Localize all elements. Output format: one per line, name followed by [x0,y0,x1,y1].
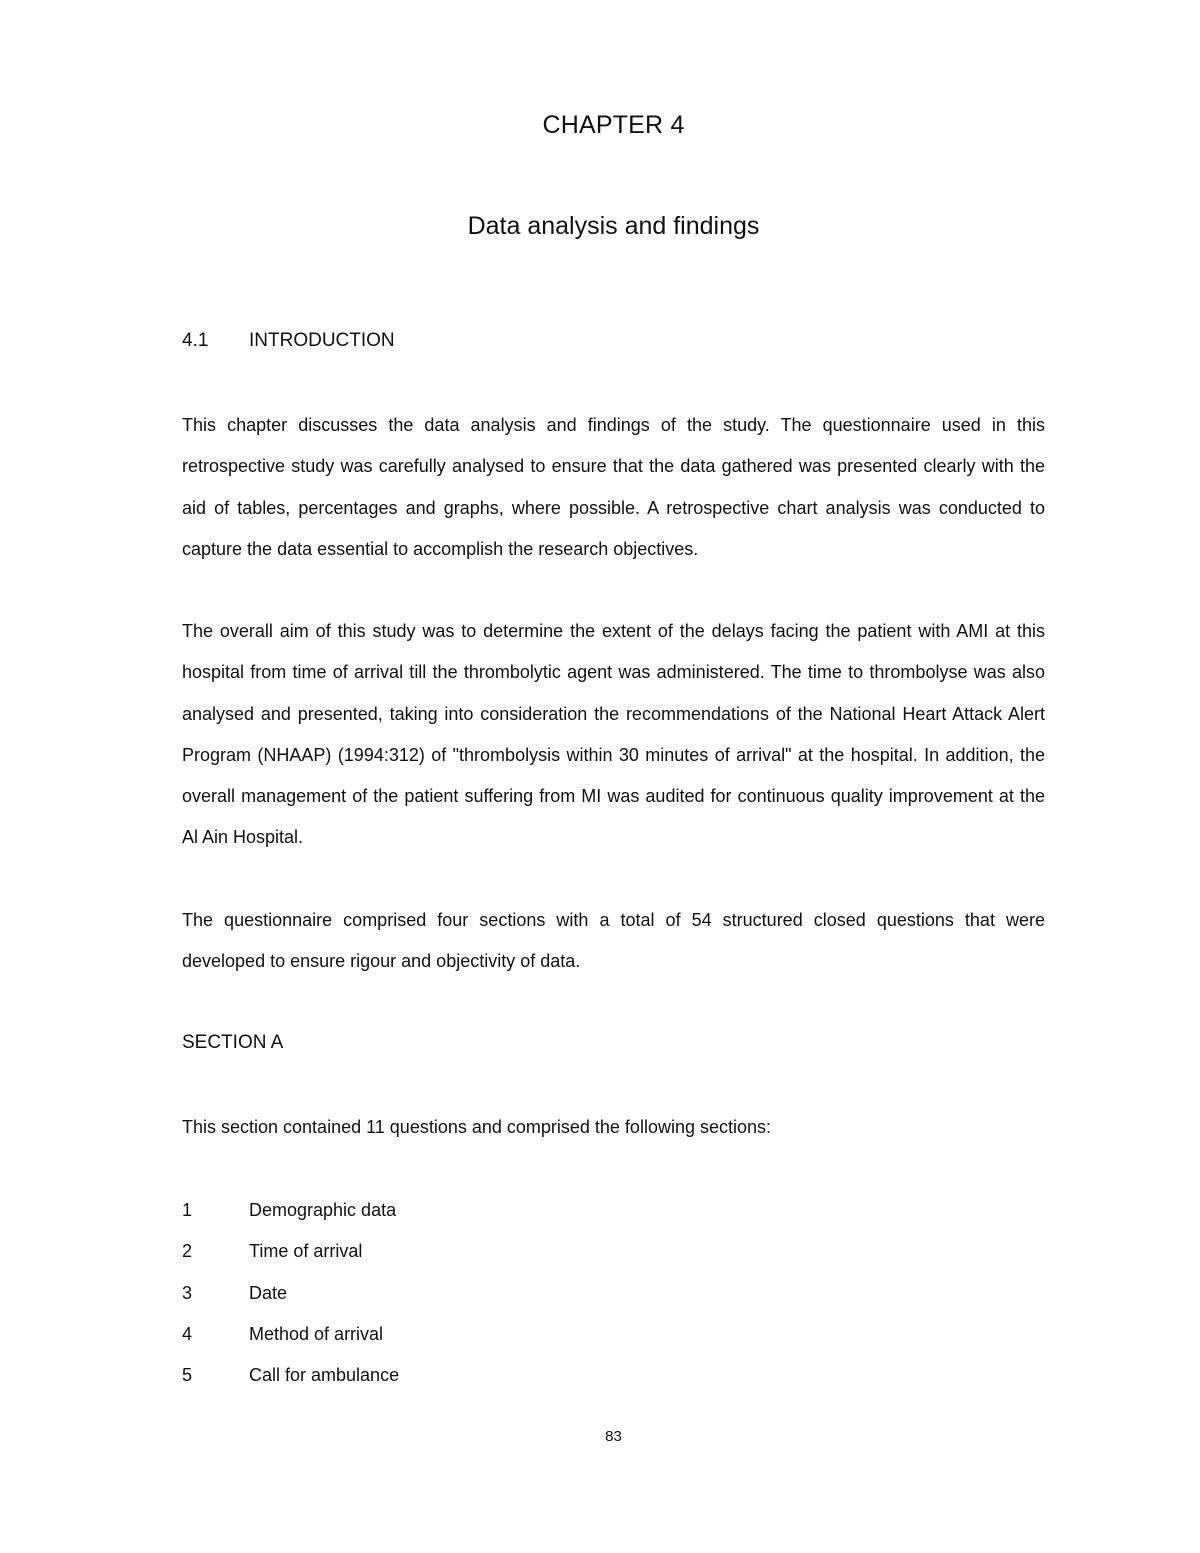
section-a-heading: SECTION A [182,1032,284,1053]
section-a-intro: This section contained 11 questions and comprised the following sections: [182,1117,772,1137]
section-a-list [182,1190,399,1396]
chapter-title: Data analysis and findings [467,212,760,240]
list-item-label: Call for ambulance [249,1365,400,1386]
chapter-label: CHAPTER 4 [542,111,685,139]
list-item-number: 1 [182,1200,193,1220]
intro-heading-text: INTRODUCTION [249,330,395,351]
list-item [182,1355,399,1396]
list-item [182,1190,399,1231]
intro-heading-number: 4.1 [182,330,209,351]
list-item-label: Demographic data [249,1200,397,1220]
intro-paragraph-3: The questionnaire comprised four sections with a total of 54 structured closed questions that were developed to ensure rigour and objectivity of data. [182,910,1045,972]
intro-paragraph-1: This chapter discusses the data analysis and findings of the study. The questionnaire used in this retrospective study was carefully analysed to ensure that the data gathered was presented clearly with the aid of tables, percentages and graphs, where possible. A retrospective chart analysis was conducted to capture the data essential to accomplish the research objectives. [182,415,1045,559]
list-item-label: Time of arrival [249,1241,363,1262]
intro-heading [182,330,395,352]
list-item-number: 5 [182,1365,193,1386]
list-item-label: Date [249,1282,288,1303]
intro-paragraph-2: The overall aim of this study was to determine the extent of the delays facing the patient with AMI at this hospital from time of arrival till the thrombolytic agent was administered. The time to thrombolyse was also analysed and presented, taking into consideration the recommendations of the National Heart Attack Alert Program (NHAAP) (1994:312) of "thrombolysis within 30 minutes of arrival" at the hospital. In addition, the overall management of the patient suffering from MI was audited for continuous quality improvement at the Al Ain Hospital. [182,621,1045,848]
list-item-number: 3 [182,1282,193,1303]
list-item [182,1273,399,1314]
list-item-number: 4 [182,1323,193,1344]
list-item-number: 2 [182,1241,193,1262]
list-item-label: Method of arrival [249,1323,384,1344]
page-number: 83 [605,1428,622,1445]
list-item [182,1231,399,1272]
list-item [182,1314,399,1355]
